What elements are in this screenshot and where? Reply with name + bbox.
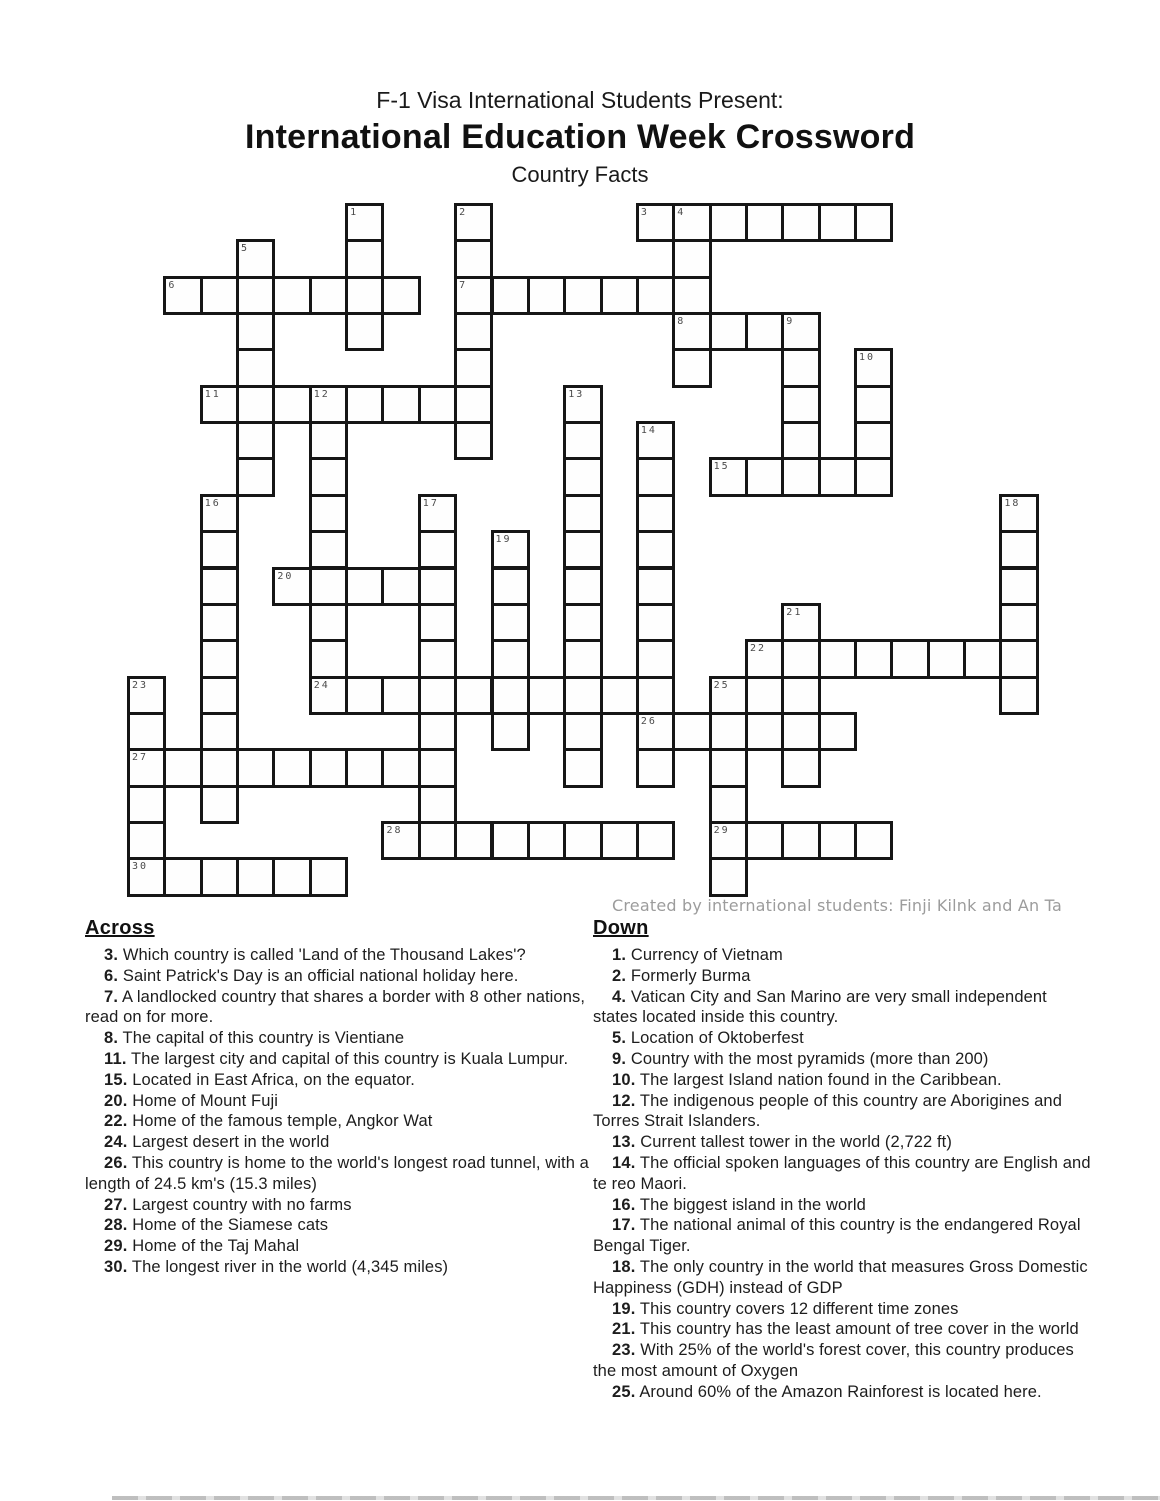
cell-number: 3 bbox=[640, 207, 649, 218]
grid-cell[interactable] bbox=[600, 821, 639, 860]
grid-cell[interactable] bbox=[345, 567, 384, 606]
grid-cell[interactable] bbox=[309, 639, 348, 678]
grid-cell[interactable] bbox=[781, 748, 820, 787]
clue-number: 22. bbox=[104, 1112, 128, 1131]
grid-cell[interactable] bbox=[200, 639, 239, 678]
clue-item: 2. Formerly Burma bbox=[612, 966, 751, 985]
grid-cell[interactable] bbox=[491, 276, 530, 315]
cell-number: 16 bbox=[204, 497, 221, 509]
cell-number: 22 bbox=[749, 643, 766, 655]
grid-cell[interactable] bbox=[636, 712, 675, 751]
grid-cell[interactable] bbox=[491, 530, 530, 569]
grid-cell[interactable] bbox=[200, 748, 239, 787]
grid-cell[interactable] bbox=[781, 603, 820, 642]
cell-number: 26 bbox=[640, 715, 657, 727]
grid-cell[interactable] bbox=[854, 639, 893, 678]
grid-cell[interactable] bbox=[709, 712, 748, 751]
cell-number: 6 bbox=[168, 279, 177, 291]
grid-cell[interactable] bbox=[381, 676, 420, 715]
grid-cell[interactable] bbox=[672, 239, 711, 278]
clue-number: 17. bbox=[612, 1216, 636, 1235]
grid-cell[interactable] bbox=[563, 603, 602, 642]
clue-item: 5. Location of Oktoberfest bbox=[612, 1029, 804, 1048]
grid-cell[interactable] bbox=[999, 676, 1038, 715]
grid-cell[interactable] bbox=[418, 385, 457, 424]
grid-cell[interactable] bbox=[818, 203, 857, 242]
grid-cell[interactable] bbox=[127, 712, 166, 751]
grid-cell[interactable] bbox=[854, 457, 893, 496]
grid-cell[interactable] bbox=[818, 457, 857, 496]
grid-cell[interactable] bbox=[672, 348, 711, 387]
page-title: International Education Week Crossword bbox=[244, 118, 916, 156]
grid-cell[interactable] bbox=[818, 639, 857, 678]
clue-number: 29. bbox=[104, 1237, 128, 1256]
grid-cell[interactable] bbox=[563, 676, 602, 715]
grid-cell[interactable] bbox=[200, 857, 239, 896]
grid-cell[interactable] bbox=[745, 312, 784, 351]
grid-cell[interactable] bbox=[236, 457, 275, 496]
clue-item: 8. The capital of this country is Vientiane bbox=[104, 1029, 405, 1048]
clue-item: 18. The only country in the world that measures Gross Domestic Happiness (GDH) instead of GDP bbox=[593, 1257, 1088, 1297]
clue-item: 15. Located in East Africa, on the equator. bbox=[104, 1070, 415, 1089]
grid-cell[interactable] bbox=[491, 712, 530, 751]
grid-cell[interactable] bbox=[854, 385, 893, 424]
grid-cell[interactable] bbox=[491, 821, 530, 860]
grid-cell[interactable] bbox=[672, 276, 711, 315]
clue-item: 20. Home of Mount Fuji bbox=[104, 1091, 279, 1110]
clue-item: 21. This country has the least amount of tree cover in the world bbox=[612, 1320, 1079, 1339]
grid-cell[interactable] bbox=[454, 385, 493, 424]
down-clues-section bbox=[593, 916, 1093, 1403]
grid-cell[interactable] bbox=[236, 421, 275, 460]
scan-edge-artifact bbox=[112, 1496, 1160, 1500]
grid-cell[interactable] bbox=[781, 312, 820, 351]
grid-cell[interactable] bbox=[963, 639, 1002, 678]
page-header bbox=[0, 86, 1160, 188]
clue-item: 12. The indigenous people of this country are Aborigines and Torres Strait Islanders. bbox=[593, 1091, 1062, 1131]
down-clue-list bbox=[593, 945, 1093, 1403]
grid-cell[interactable] bbox=[236, 857, 275, 896]
clue-item: 23. With 25% of the world's forest cover, this country produces the most amount of Oxygen bbox=[593, 1341, 1074, 1380]
grid-cell[interactable] bbox=[236, 276, 275, 315]
grid-cell[interactable] bbox=[236, 748, 275, 787]
clue-number: 30. bbox=[104, 1257, 128, 1276]
grid-cell[interactable] bbox=[200, 494, 239, 533]
grid-cell[interactable] bbox=[709, 457, 748, 496]
grid-cell[interactable] bbox=[454, 348, 493, 387]
grid-cell[interactable] bbox=[636, 203, 675, 242]
grid-cell[interactable] bbox=[636, 494, 675, 533]
grid-cell[interactable] bbox=[236, 385, 275, 424]
grid-cell[interactable] bbox=[454, 203, 493, 242]
grid-cell[interactable] bbox=[418, 567, 457, 606]
grid-cell[interactable] bbox=[418, 676, 457, 715]
grid-cell[interactable] bbox=[745, 712, 784, 751]
grid-cell[interactable] bbox=[491, 676, 530, 715]
grid-cell[interactable] bbox=[236, 239, 275, 278]
grid-cell[interactable] bbox=[999, 530, 1038, 569]
grid-cell[interactable] bbox=[200, 676, 239, 715]
grid-cell[interactable] bbox=[781, 676, 820, 715]
clue-number: 7. bbox=[104, 987, 119, 1006]
cell-number: 4 bbox=[677, 207, 686, 218]
grid-cell[interactable] bbox=[345, 203, 384, 242]
clue-item: 9. Country with the most pyramids (more than 200) bbox=[612, 1049, 989, 1068]
clue-item: 13. Current tallest tower in the world (2,722 ft) bbox=[612, 1133, 952, 1152]
clue-number: 16. bbox=[612, 1195, 636, 1214]
grid-cell[interactable] bbox=[672, 203, 711, 242]
grid-cell[interactable] bbox=[163, 748, 202, 787]
grid-cell[interactable] bbox=[709, 857, 748, 896]
grid-cell[interactable] bbox=[563, 276, 602, 315]
grid-cell[interactable] bbox=[709, 312, 748, 351]
grid-cell[interactable] bbox=[454, 276, 493, 315]
grid-cell[interactable] bbox=[709, 748, 748, 787]
clue-item: 6. Saint Patrick's Day is an official national holiday here. bbox=[104, 966, 519, 985]
down-header: Down bbox=[593, 917, 649, 939]
grid-cell[interactable] bbox=[381, 276, 420, 315]
grid-cell[interactable] bbox=[563, 748, 602, 787]
grid-cell[interactable] bbox=[127, 857, 166, 896]
grid-cell[interactable] bbox=[709, 203, 748, 242]
cell-number: 7 bbox=[459, 279, 468, 291]
cell-number: 28 bbox=[386, 824, 403, 836]
grid-cell[interactable] bbox=[745, 676, 784, 715]
grid-cell[interactable] bbox=[418, 712, 457, 751]
cell-number: 27 bbox=[132, 752, 149, 764]
clue-number: 14. bbox=[612, 1153, 636, 1172]
grid-cell[interactable] bbox=[563, 821, 602, 860]
page-subtitle: Country Facts bbox=[511, 162, 649, 187]
clue-item: 3. Which country is called 'Land of the Thousand Lakes'? bbox=[104, 946, 526, 964]
grid-cell[interactable] bbox=[418, 748, 457, 787]
clue-item: 22. Home of the famous temple, Angkor Wat bbox=[104, 1112, 433, 1131]
grid-cell[interactable] bbox=[272, 276, 311, 315]
grid-cell[interactable] bbox=[309, 748, 348, 787]
grid-cell[interactable] bbox=[563, 385, 602, 424]
grid-cell[interactable] bbox=[345, 312, 384, 351]
across-clue-list bbox=[85, 945, 590, 1278]
grid-cell[interactable] bbox=[309, 676, 348, 715]
grid-cell[interactable] bbox=[636, 603, 675, 642]
clue-number: 19. bbox=[612, 1299, 636, 1318]
grid-cell[interactable] bbox=[127, 785, 166, 824]
grid-cell[interactable] bbox=[709, 676, 748, 715]
clue-item: 19. This country covers 12 different time zones bbox=[612, 1299, 959, 1318]
grid-cell[interactable] bbox=[200, 385, 239, 424]
across-clues-section bbox=[85, 916, 590, 1278]
clue-number: 6. bbox=[104, 966, 119, 985]
cell-number: 21 bbox=[786, 606, 803, 618]
clue-number: 26. bbox=[104, 1153, 128, 1172]
grid-cell[interactable] bbox=[381, 748, 420, 787]
cell-number: 10 bbox=[859, 352, 876, 364]
grid-cell[interactable] bbox=[127, 676, 166, 715]
grid-cell[interactable] bbox=[418, 530, 457, 569]
clue-item: 26. This country is home to the world's longest road tunnel, with a length of 24.5 km's (15.3 miles) bbox=[85, 1153, 589, 1193]
grid-cell[interactable] bbox=[745, 457, 784, 496]
cell-number: 25 bbox=[713, 679, 730, 691]
grid-cell[interactable] bbox=[854, 348, 893, 387]
grid-cell[interactable] bbox=[636, 421, 675, 460]
credit-line: Created by international students: Finji Kilnk and An Ta bbox=[612, 896, 1062, 915]
grid-cell[interactable] bbox=[781, 712, 820, 751]
clue-item: 25. Around 60% of the Amazon Rainforest is located here. bbox=[612, 1382, 1042, 1401]
grid-cell[interactable] bbox=[309, 603, 348, 642]
clue-item: 10. The largest Island nation found in the Caribbean. bbox=[612, 1070, 1002, 1089]
grid-cell[interactable] bbox=[236, 348, 275, 387]
clue-number: 10. bbox=[612, 1070, 636, 1089]
cell-number: 20 bbox=[277, 570, 294, 582]
clue-item: 7. A landlocked country that shares a border with 8 other nations, read on for more. bbox=[85, 987, 586, 1027]
grid-cell[interactable] bbox=[200, 603, 239, 642]
clue-number: 25. bbox=[612, 1382, 636, 1401]
clue-item: 1. Currency of Vietnam bbox=[612, 946, 783, 964]
grid-cell[interactable] bbox=[709, 821, 748, 860]
clue-item: 29. Home of the Taj Mahal bbox=[104, 1237, 300, 1256]
cell-number: 29 bbox=[713, 824, 730, 836]
grid-cell[interactable] bbox=[454, 821, 493, 860]
grid-cell[interactable] bbox=[636, 457, 675, 496]
grid-cell[interactable] bbox=[200, 785, 239, 824]
grid-cell[interactable] bbox=[999, 494, 1038, 533]
clue-number: 11. bbox=[104, 1049, 127, 1068]
clue-number: 3. bbox=[104, 946, 119, 964]
grid-cell[interactable] bbox=[309, 530, 348, 569]
clue-number: 5. bbox=[612, 1029, 627, 1048]
clue-number: 9. bbox=[612, 1049, 627, 1068]
clue-item: 16. The biggest island in the world bbox=[612, 1195, 866, 1214]
clue-item: 24. Largest desert in the world bbox=[104, 1133, 330, 1152]
grid-cell[interactable] bbox=[636, 530, 675, 569]
grid-cell[interactable] bbox=[345, 748, 384, 787]
grid-cell[interactable] bbox=[636, 821, 675, 860]
clue-number: 27. bbox=[104, 1195, 128, 1214]
grid-cell[interactable] bbox=[563, 421, 602, 460]
grid-cell[interactable] bbox=[309, 421, 348, 460]
grid-cell[interactable] bbox=[309, 567, 348, 606]
grid-cell[interactable] bbox=[418, 639, 457, 678]
clue-number: 12. bbox=[612, 1091, 636, 1110]
grid-cell[interactable] bbox=[781, 421, 820, 460]
grid-cell[interactable] bbox=[854, 821, 893, 860]
grid-cell[interactable] bbox=[345, 276, 384, 315]
grid-cell[interactable] bbox=[163, 276, 202, 315]
grid-cell[interactable] bbox=[854, 421, 893, 460]
clue-number: 23. bbox=[612, 1341, 636, 1360]
grid-cell[interactable] bbox=[418, 603, 457, 642]
grid-cell[interactable] bbox=[127, 821, 166, 860]
grid-cell[interactable] bbox=[636, 748, 675, 787]
grid-cell[interactable] bbox=[418, 785, 457, 824]
grid-cell[interactable] bbox=[672, 312, 711, 351]
grid-cell[interactable] bbox=[236, 312, 275, 351]
grid-cell[interactable] bbox=[309, 457, 348, 496]
grid-cell[interactable] bbox=[272, 385, 311, 424]
clue-item: 4. Vatican City and San Marino are very small independent states located inside this country. bbox=[593, 987, 1047, 1027]
cell-number: 23 bbox=[132, 679, 149, 691]
clue-item: 14. The official spoken languages of this country are English and te reo Maori. bbox=[593, 1153, 1091, 1193]
grid-cell[interactable] bbox=[999, 567, 1038, 606]
grid-cell[interactable] bbox=[200, 530, 239, 569]
grid-cell[interactable] bbox=[745, 821, 784, 860]
clue-number: 20. bbox=[104, 1091, 128, 1110]
grid-cell[interactable] bbox=[781, 385, 820, 424]
presents-line: F-1 Visa International Students Present: bbox=[376, 87, 784, 113]
cell-number: 15 bbox=[713, 461, 730, 473]
clue-number: 2. bbox=[612, 966, 627, 985]
grid-cell[interactable] bbox=[563, 639, 602, 678]
cell-number: 30 bbox=[132, 861, 149, 873]
grid-cell[interactable] bbox=[309, 276, 348, 315]
grid-cell[interactable] bbox=[563, 712, 602, 751]
grid-cell[interactable] bbox=[381, 567, 420, 606]
grid-cell[interactable] bbox=[309, 857, 348, 896]
cell-number: 1 bbox=[350, 207, 359, 218]
grid-cell[interactable] bbox=[781, 639, 820, 678]
grid-cell[interactable] bbox=[418, 821, 457, 860]
clue-number: 8. bbox=[104, 1029, 119, 1048]
grid-cell[interactable] bbox=[345, 676, 384, 715]
across-header: Across bbox=[85, 917, 155, 939]
grid-cell[interactable] bbox=[127, 748, 166, 787]
grid-cell[interactable] bbox=[491, 603, 530, 642]
grid-cell[interactable] bbox=[454, 421, 493, 460]
grid-cell[interactable] bbox=[636, 676, 675, 715]
grid-cell[interactable] bbox=[527, 276, 566, 315]
grid-cell[interactable] bbox=[381, 821, 420, 860]
grid-cell[interactable] bbox=[309, 494, 348, 533]
grid-cell[interactable] bbox=[818, 821, 857, 860]
grid-cell[interactable] bbox=[600, 676, 639, 715]
grid-cell[interactable] bbox=[527, 821, 566, 860]
clue-number: 4. bbox=[612, 987, 627, 1006]
grid-cell[interactable] bbox=[345, 385, 384, 424]
grid-cell[interactable] bbox=[563, 457, 602, 496]
grid-cell[interactable] bbox=[854, 203, 893, 242]
grid-cell[interactable] bbox=[781, 203, 820, 242]
cell-number: 19 bbox=[495, 534, 512, 546]
cell-number: 9 bbox=[786, 316, 795, 328]
grid-cell[interactable] bbox=[745, 639, 784, 678]
clue-item: 11. The largest city and capital of this country is Kuala Lumpur. bbox=[104, 1049, 569, 1068]
grid-cell[interactable] bbox=[999, 603, 1038, 642]
cell-number: 18 bbox=[1004, 497, 1021, 509]
cell-number: 8 bbox=[677, 316, 686, 328]
grid-cell[interactable] bbox=[672, 712, 711, 751]
cell-number: 5 bbox=[241, 243, 250, 255]
clue-number: 24. bbox=[104, 1133, 128, 1152]
grid-cell[interactable] bbox=[890, 639, 929, 678]
grid-cell[interactable] bbox=[781, 348, 820, 387]
clue-number: 15. bbox=[104, 1070, 128, 1089]
grid-cell[interactable] bbox=[563, 530, 602, 569]
cell-number: 2 bbox=[459, 207, 468, 218]
grid-cell[interactable] bbox=[454, 312, 493, 351]
grid-cell[interactable] bbox=[527, 676, 566, 715]
grid-cell[interactable] bbox=[200, 567, 239, 606]
grid-cell[interactable] bbox=[200, 712, 239, 751]
grid-cell[interactable] bbox=[163, 857, 202, 896]
cell-number: 24 bbox=[313, 679, 330, 691]
cell-number: 17 bbox=[422, 497, 439, 509]
grid-cell[interactable] bbox=[636, 567, 675, 606]
grid-cell[interactable] bbox=[781, 457, 820, 496]
clue-number: 1. bbox=[612, 946, 627, 964]
clue-item: 27. Largest country with no farms bbox=[104, 1195, 352, 1214]
grid-cell[interactable] bbox=[818, 712, 857, 751]
grid-cell[interactable] bbox=[927, 639, 966, 678]
clue-item: 17. The national animal of this country is the endangered Royal Bengal Tiger. bbox=[593, 1216, 1081, 1256]
grid-cell[interactable] bbox=[272, 857, 311, 896]
grid-cell[interactable] bbox=[454, 676, 493, 715]
grid-cell[interactable] bbox=[345, 239, 384, 278]
cell-number: 12 bbox=[313, 388, 330, 400]
grid-cell[interactable] bbox=[381, 385, 420, 424]
clue-number: 18. bbox=[612, 1257, 636, 1276]
grid-cell[interactable] bbox=[272, 748, 311, 787]
grid-cell[interactable] bbox=[781, 821, 820, 860]
grid-cell[interactable] bbox=[309, 385, 348, 424]
clue-number: 21. bbox=[612, 1320, 636, 1339]
grid-cell[interactable] bbox=[636, 639, 675, 678]
grid-cell[interactable] bbox=[999, 639, 1038, 678]
clue-item: 30. The longest river in the world (4,345 miles) bbox=[104, 1257, 449, 1276]
cell-number: 11 bbox=[204, 388, 221, 400]
clue-number: 13. bbox=[612, 1133, 636, 1152]
grid-cell[interactable] bbox=[200, 276, 239, 315]
cell-number: 14 bbox=[640, 425, 657, 437]
grid-cell[interactable] bbox=[491, 639, 530, 678]
cell-number: 13 bbox=[568, 388, 585, 400]
clue-number: 28. bbox=[104, 1216, 128, 1235]
clue-item: 28. Home of the Siamese cats bbox=[104, 1216, 329, 1235]
grid-cell[interactable] bbox=[636, 276, 675, 315]
grid-cell[interactable] bbox=[709, 785, 748, 824]
grid-cell[interactable] bbox=[563, 567, 602, 606]
grid-cell[interactable] bbox=[418, 494, 457, 533]
grid-cell[interactable] bbox=[600, 276, 639, 315]
grid-cell[interactable] bbox=[745, 203, 784, 242]
grid-cell[interactable] bbox=[454, 239, 493, 278]
grid-cell[interactable] bbox=[563, 494, 602, 533]
grid-cell[interactable] bbox=[272, 567, 311, 606]
grid-cell[interactable] bbox=[491, 567, 530, 606]
